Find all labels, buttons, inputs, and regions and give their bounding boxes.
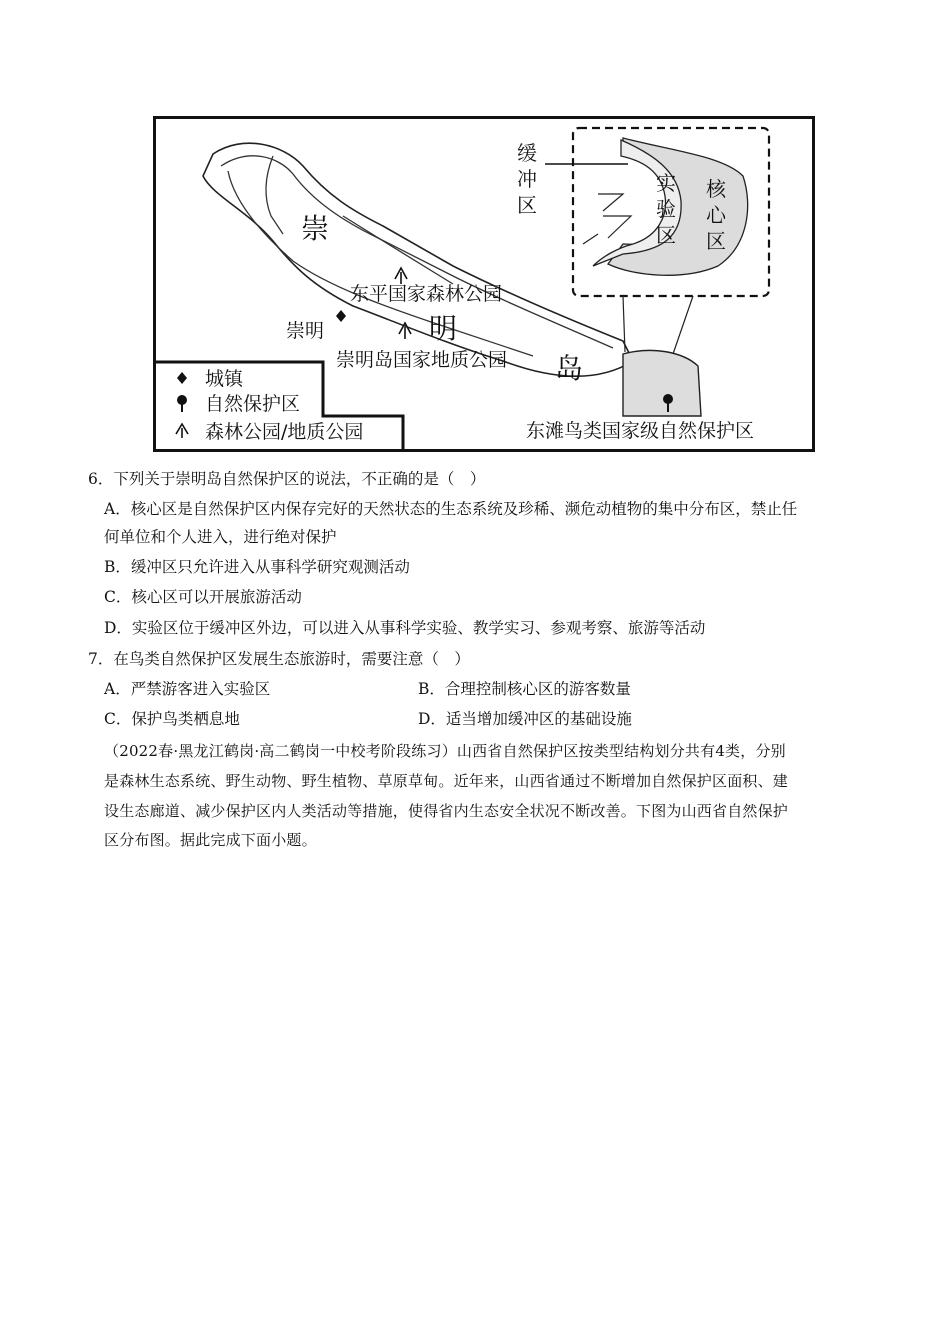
island-char-1: 崇: [301, 212, 330, 245]
q6-option-c: C．核心区可以开展旅游活动: [104, 588, 302, 606]
reserve-area: [623, 350, 701, 416]
experiment-label-3: 区: [656, 223, 676, 247]
q6-option-b: B．缓冲区只允许进入从事科学研究观测活动: [104, 558, 410, 576]
q6-option-a-line2: 何单位和个人进入，进行绝对保护: [104, 528, 337, 546]
q7-option-d: D．适当增加缓冲区的基础设施: [418, 710, 632, 728]
core-label-1: 核: [706, 177, 726, 201]
q7-option-b: B．合理控制核心区的游客数量: [418, 680, 631, 698]
reserve-label: 东滩鸟类国家级自然保护区: [526, 420, 755, 442]
legend-reserve-label: 自然保护区: [205, 393, 301, 415]
chongming-map-figure: [153, 116, 815, 452]
buffer-label-2: 冲: [517, 167, 537, 191]
question-7-stem: 7．在鸟类自然保护区发展生态旅游时，需要注意（ ）: [88, 650, 470, 668]
core-label-2: 心: [706, 203, 726, 227]
core-label-3: 区: [706, 229, 726, 253]
buffer-label-3: 区: [517, 193, 537, 217]
passage-line-3: 设生态廊道、减少保护区内人类活动等措施，使得省内生态安全状况不断改善。下图为山西省自然保护: [104, 802, 789, 820]
passage-line-4: 区分布图。据此完成下面小题。: [104, 831, 317, 849]
geopark-label: 崇明岛国家地质公园: [336, 349, 508, 371]
experiment-label-1: 实: [656, 171, 676, 195]
chongming-town-label: 崇明: [286, 320, 325, 342]
dongping-label: 东平国家森林公园: [350, 283, 503, 305]
legend-park-label: 森林公园/地质公园: [205, 421, 364, 443]
buffer-label-1: 缓: [517, 141, 537, 165]
q7-option-a: A．严禁游客进入实验区: [104, 680, 271, 698]
island-char-2: 明: [429, 312, 458, 345]
passage-line-2: 是森林生态系统、野生动物、野生植物、草原草甸。近年来，山西省通过不断增加自然保护区面积、建: [104, 772, 789, 790]
island-char-3: 岛: [555, 352, 584, 385]
q7-option-c: C．保护鸟类栖息地: [104, 710, 240, 728]
q6-option-d: D．实验区位于缓冲区外边，可以进入从事科学实验、教学实习、参观考察、旅游等活动: [104, 619, 706, 637]
q6-option-a-line1: A．核心区是自然保护区内保存完好的天然状态的生态系统及珍稀、濒危动植物的集中分布区，禁止任: [104, 500, 798, 518]
passage-line-1: （2022春·黑龙江鹤岗·高二鹤岗一中校考阶段练习）山西省自然保护区按类型结构划分共有4类，分别: [104, 742, 786, 760]
experiment-label-2: 验: [656, 197, 676, 221]
legend-town-label: 城镇: [205, 368, 244, 390]
question-6-stem: 6．下列关于崇明岛自然保护区的说法，不正确的是（ ）: [88, 470, 486, 488]
